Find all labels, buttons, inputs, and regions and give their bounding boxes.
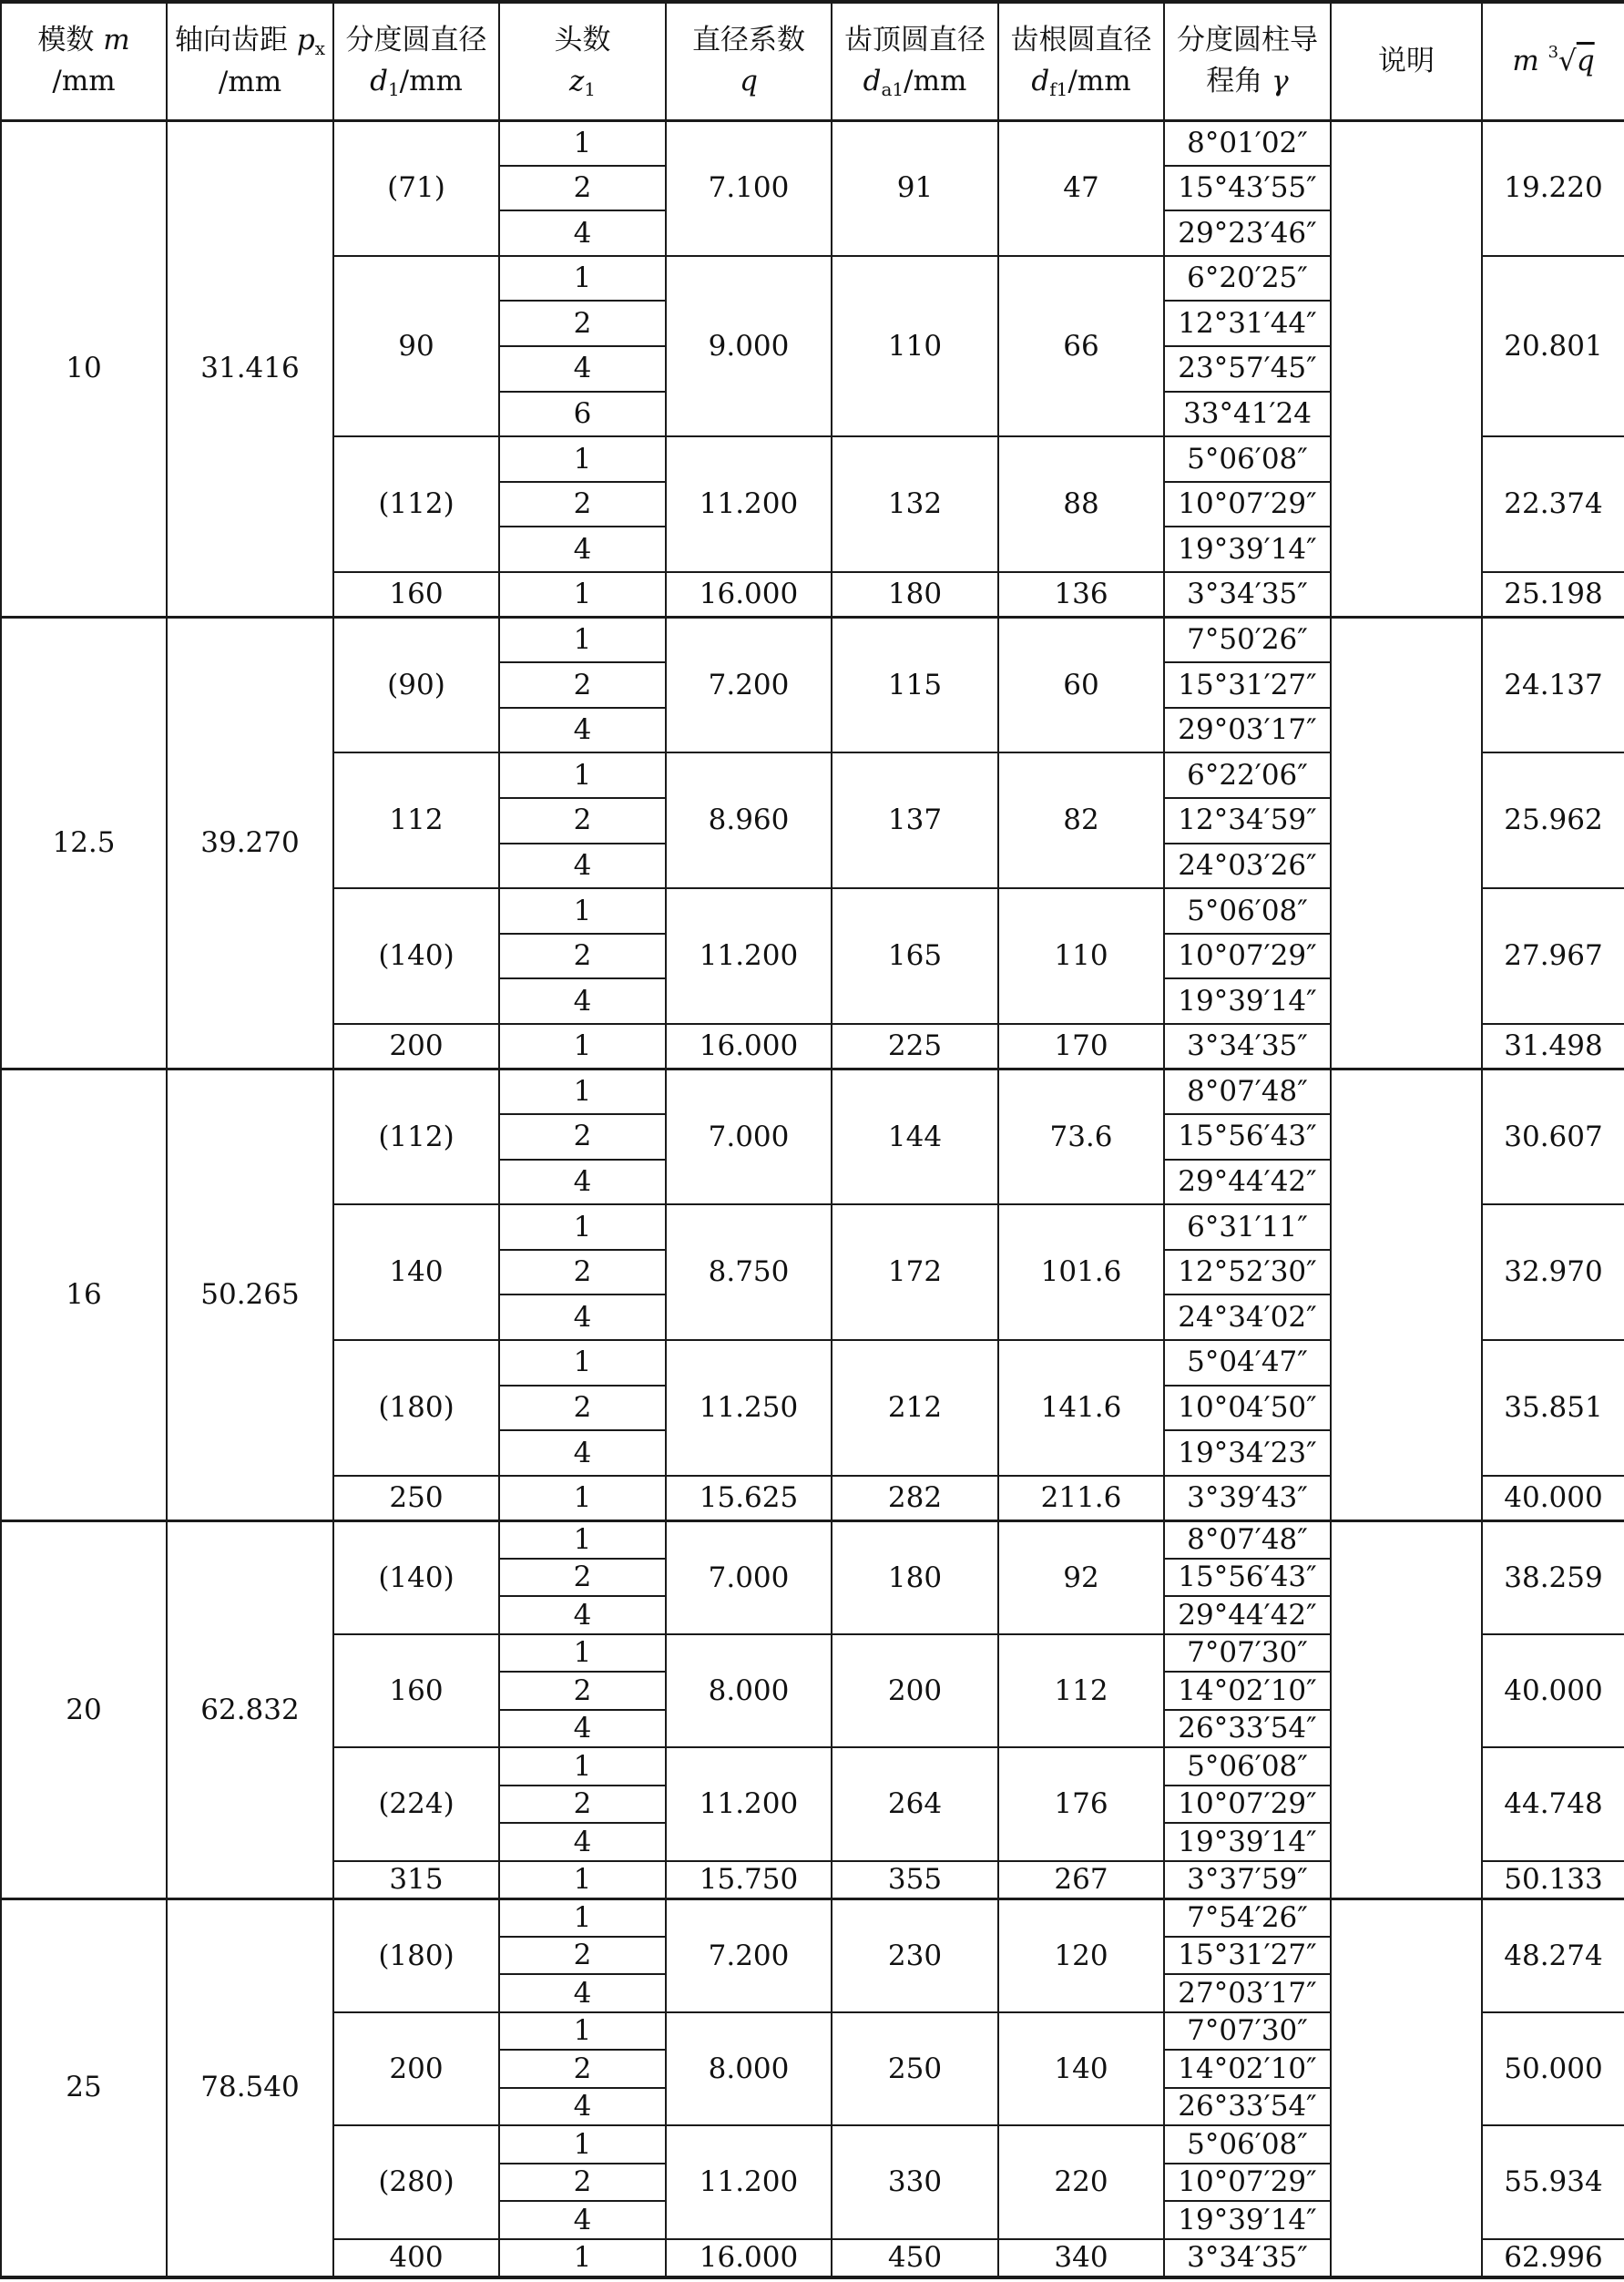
tip-diameter-cell: 132 xyxy=(832,436,998,572)
tip-diameter-cell: 282 xyxy=(832,1476,998,1521)
starts-cell: 1 xyxy=(499,1340,666,1386)
tip-diameter-cell: 225 xyxy=(832,1024,998,1069)
module-cell: 12.5 xyxy=(1,618,167,1069)
lead-angle-cell: 24°34′02″ xyxy=(1164,1294,1331,1340)
starts-cell: 2 xyxy=(499,301,666,346)
diameter-factor-cell: 7.200 xyxy=(666,1898,832,2012)
lead-angle-cell: 26°33′54″ xyxy=(1164,2088,1331,2126)
lead-angle-cell: 29°23′46″ xyxy=(1164,210,1331,256)
starts-cell: 4 xyxy=(499,346,666,392)
starts-cell: 1 xyxy=(499,618,666,663)
lead-angle-cell: 3°37′59″ xyxy=(1164,1861,1331,1899)
lead-angle-cell: 19°34′23″ xyxy=(1164,1430,1331,1476)
tip-diameter-cell: 180 xyxy=(832,572,998,618)
m-cube-root-q-cell: 50.133 xyxy=(1482,1861,1624,1899)
lead-angle-cell: 5°04′47″ xyxy=(1164,1340,1331,1386)
lead-angle-cell: 10°04′50″ xyxy=(1164,1386,1331,1431)
header-note: 说明 xyxy=(1331,2,1482,120)
pitch-diameter-cell: 400 xyxy=(333,2239,499,2277)
starts-cell: 2 xyxy=(499,1386,666,1431)
axial-pitch-cell: 78.540 xyxy=(167,1898,333,2277)
diameter-factor-cell: 15.750 xyxy=(666,1861,832,1899)
starts-cell: 1 xyxy=(499,256,666,302)
m-cube-root-q-cell: 32.970 xyxy=(1482,1204,1624,1340)
root-diameter-cell: 101.6 xyxy=(998,1204,1164,1340)
note-cell xyxy=(1331,120,1482,618)
root-diameter-cell: 340 xyxy=(998,2239,1164,2277)
starts-cell: 4 xyxy=(499,2201,666,2239)
starts-cell: 1 xyxy=(499,1069,666,1114)
header-starts: 头数 $z_1$ xyxy=(499,2,666,120)
table-row xyxy=(1,1069,1624,1114)
lead-angle-cell: 24°03′26″ xyxy=(1164,844,1331,889)
note-cell xyxy=(1331,1898,1482,2277)
pitch-diameter-cell: 250 xyxy=(333,1476,499,1521)
diameter-factor-cell: 8.000 xyxy=(666,1634,832,1748)
starts-cell: 4 xyxy=(499,1430,666,1476)
starts-cell: 4 xyxy=(499,844,666,889)
table-body xyxy=(1,120,1624,2277)
tip-diameter-cell: 110 xyxy=(832,256,998,436)
header-pitch-diameter: 分度圆直径 $d_1/mm$ xyxy=(333,2,499,120)
note-cell xyxy=(1331,1069,1482,1520)
lead-angle-cell: 23°57′45″ xyxy=(1164,346,1331,392)
starts-cell: 4 xyxy=(499,1294,666,1340)
root-diameter-cell: 88 xyxy=(998,436,1164,572)
header-module: 模数 m /mm xyxy=(1,2,167,120)
starts-cell: 1 xyxy=(499,2239,666,2277)
lead-angle-cell: 5°06′08″ xyxy=(1164,2125,1331,2164)
starts-cell: 1 xyxy=(499,1476,666,1521)
m-cube-root-q-cell: 40.000 xyxy=(1482,1476,1624,1521)
starts-cell: 4 xyxy=(499,527,666,572)
root-diameter-cell: 47 xyxy=(998,120,1164,256)
starts-cell: 1 xyxy=(499,1204,666,1250)
pitch-diameter-cell: (224) xyxy=(333,1747,499,1861)
root-diameter-cell: 73.6 xyxy=(998,1069,1164,1204)
table-row xyxy=(1,1520,1624,1559)
pitch-diameter-cell: 112 xyxy=(333,752,499,888)
m-cube-root-q-cell: 48.274 xyxy=(1482,1898,1624,2012)
root-diameter-cell: 82 xyxy=(998,752,1164,888)
m-cube-root-q-cell: 38.259 xyxy=(1482,1520,1624,1634)
lead-angle-cell: 14°02′10″ xyxy=(1164,1672,1331,1710)
lead-angle-cell: 6°22′06″ xyxy=(1164,752,1331,798)
lead-angle-cell: 29°44′42″ xyxy=(1164,1596,1331,1634)
tip-diameter-cell: 355 xyxy=(832,1861,998,1899)
starts-cell: 2 xyxy=(499,662,666,708)
lead-angle-cell: 19°39′14″ xyxy=(1164,1823,1331,1861)
root-diameter-cell: 136 xyxy=(998,572,1164,618)
lead-angle-cell: 8°07′48″ xyxy=(1164,1520,1331,1559)
pitch-diameter-cell: (112) xyxy=(333,1069,499,1204)
starts-cell: 2 xyxy=(499,2050,666,2088)
pitch-diameter-cell: (90) xyxy=(333,618,499,753)
diameter-factor-cell: 11.200 xyxy=(666,888,832,1024)
root-diameter-cell: 211.6 xyxy=(998,1476,1164,1521)
pitch-diameter-cell: 160 xyxy=(333,1634,499,1748)
axial-pitch-cell: 50.265 xyxy=(167,1069,333,1520)
lead-angle-cell: 6°20′25″ xyxy=(1164,256,1331,302)
tip-diameter-cell: 250 xyxy=(832,2012,998,2126)
starts-cell: 1 xyxy=(499,1520,666,1559)
pitch-diameter-cell: (180) xyxy=(333,1898,499,2012)
diameter-factor-cell: 7.000 xyxy=(666,1520,832,1634)
starts-cell: 2 xyxy=(499,798,666,844)
lead-angle-cell: 15°31′27″ xyxy=(1164,662,1331,708)
starts-cell: 4 xyxy=(499,708,666,753)
starts-cell: 1 xyxy=(499,1898,666,1937)
table-row xyxy=(1,120,1624,166)
diameter-factor-cell: 7.100 xyxy=(666,120,832,256)
pitch-diameter-cell: 200 xyxy=(333,2012,499,2126)
module-cell: 25 xyxy=(1,1898,167,2277)
pitch-diameter-cell: (112) xyxy=(333,436,499,572)
tip-diameter-cell: 115 xyxy=(832,618,998,753)
tip-diameter-cell: 212 xyxy=(832,1340,998,1476)
tip-diameter-cell: 172 xyxy=(832,1204,998,1340)
root-diameter-cell: 170 xyxy=(998,1024,1164,1069)
diameter-factor-cell: 11.200 xyxy=(666,2125,832,2239)
lead-angle-cell: 5°06′08″ xyxy=(1164,436,1331,482)
tip-diameter-cell: 144 xyxy=(832,1069,998,1204)
lead-angle-cell: 6°31′11″ xyxy=(1164,1204,1331,1250)
diameter-factor-cell: 7.200 xyxy=(666,618,832,753)
lead-angle-cell: 3°34′35″ xyxy=(1164,572,1331,618)
m-cube-root-q-cell: 50.000 xyxy=(1482,2012,1624,2126)
root-diameter-cell: 140 xyxy=(998,2012,1164,2126)
module-cell: 20 xyxy=(1,1520,167,1898)
table-row xyxy=(1,1898,1624,1937)
starts-cell: 1 xyxy=(499,888,666,934)
lead-angle-cell: 7°54′26″ xyxy=(1164,1898,1331,1937)
note-cell xyxy=(1331,618,1482,1069)
lead-angle-cell: 19°39′14″ xyxy=(1164,527,1331,572)
root-diameter-cell: 110 xyxy=(998,888,1164,1024)
tip-diameter-cell: 180 xyxy=(832,1520,998,1634)
root-diameter-cell: 60 xyxy=(998,618,1164,753)
m-cube-root-q-cell: 30.607 xyxy=(1482,1069,1624,1204)
starts-cell: 1 xyxy=(499,2125,666,2164)
starts-cell: 2 xyxy=(499,934,666,979)
starts-cell: 2 xyxy=(499,1786,666,1824)
module-cell: 16 xyxy=(1,1069,167,1520)
pitch-diameter-cell: (140) xyxy=(333,1520,499,1634)
root-diameter-cell: 220 xyxy=(998,2125,1164,2239)
diameter-factor-cell: 11.250 xyxy=(666,1340,832,1476)
header-root-diameter: 齿根圆直径 $d_{f1}/mm$ xyxy=(998,2,1164,120)
starts-cell: 2 xyxy=(499,2164,666,2202)
pitch-diameter-cell: (71) xyxy=(333,120,499,256)
tip-diameter-cell: 137 xyxy=(832,752,998,888)
tip-diameter-cell: 91 xyxy=(832,120,998,256)
lead-angle-cell: 15°43′55″ xyxy=(1164,166,1331,211)
lead-angle-cell: 15°56′43″ xyxy=(1164,1114,1331,1160)
starts-cell: 1 xyxy=(499,1634,666,1673)
note-cell xyxy=(1331,1520,1482,1898)
starts-cell: 1 xyxy=(499,436,666,482)
m-cube-root-q-cell: 35.851 xyxy=(1482,1340,1624,1476)
m-cube-root-q-cell: 27.967 xyxy=(1482,888,1624,1024)
pitch-diameter-cell: (140) xyxy=(333,888,499,1024)
m-cube-root-q-cell: 40.000 xyxy=(1482,1634,1624,1748)
starts-cell: 1 xyxy=(499,2012,666,2051)
tip-diameter-cell: 230 xyxy=(832,1898,998,2012)
starts-cell: 2 xyxy=(499,166,666,211)
lead-angle-cell: 29°03′17″ xyxy=(1164,708,1331,753)
diameter-factor-cell: 9.000 xyxy=(666,256,832,436)
lead-angle-cell: 14°02′10″ xyxy=(1164,2050,1331,2088)
lead-angle-cell: 5°06′08″ xyxy=(1164,1747,1331,1786)
lead-angle-cell: 10°07′29″ xyxy=(1164,1786,1331,1824)
header-axial-pitch: 轴向齿距 $p_x$ /mm xyxy=(167,2,333,120)
tip-diameter-cell: 165 xyxy=(832,888,998,1024)
lead-angle-cell: 29°44′42″ xyxy=(1164,1160,1331,1205)
starts-cell: 4 xyxy=(499,1710,666,1748)
lead-angle-cell: 7°07′30″ xyxy=(1164,2012,1331,2051)
starts-cell: 1 xyxy=(499,120,666,166)
diameter-factor-cell: 16.000 xyxy=(666,572,832,618)
lead-angle-cell: 8°07′48″ xyxy=(1164,1069,1331,1114)
diameter-factor-cell: 8.960 xyxy=(666,752,832,888)
lead-angle-cell: 10°07′29″ xyxy=(1164,2164,1331,2202)
header-m-cube-root-q: m $^3$√q xyxy=(1482,2,1624,120)
tip-diameter-cell: 330 xyxy=(832,2125,998,2239)
lead-angle-cell: 10°07′29″ xyxy=(1164,934,1331,979)
lead-angle-cell: 7°50′26″ xyxy=(1164,618,1331,663)
module-cell: 10 xyxy=(1,120,167,618)
starts-cell: 2 xyxy=(499,1672,666,1710)
starts-cell: 4 xyxy=(499,1823,666,1861)
m-cube-root-q-cell: 24.137 xyxy=(1482,618,1624,753)
starts-cell: 4 xyxy=(499,1974,666,2012)
lead-angle-cell: 15°56′43″ xyxy=(1164,1559,1331,1597)
m-cube-root-q-cell: 55.934 xyxy=(1482,2125,1624,2239)
diameter-factor-cell: 16.000 xyxy=(666,1024,832,1069)
starts-cell: 1 xyxy=(499,572,666,618)
pitch-diameter-cell: 200 xyxy=(333,1024,499,1069)
table-row xyxy=(1,618,1624,663)
lead-angle-cell: 26°33′54″ xyxy=(1164,1710,1331,1748)
pitch-diameter-cell: 140 xyxy=(333,1204,499,1340)
pitch-diameter-cell: (280) xyxy=(333,2125,499,2239)
lead-angle-cell: 7°07′30″ xyxy=(1164,1634,1331,1673)
tip-diameter-cell: 450 xyxy=(832,2239,998,2277)
header-row xyxy=(1,2,1624,120)
root-diameter-cell: 66 xyxy=(998,256,1164,436)
starts-cell: 2 xyxy=(499,482,666,527)
starts-cell: 4 xyxy=(499,1596,666,1634)
lead-angle-cell: 5°06′08″ xyxy=(1164,888,1331,934)
starts-cell: 1 xyxy=(499,1024,666,1069)
pitch-diameter-cell: 160 xyxy=(333,572,499,618)
starts-cell: 4 xyxy=(499,2088,666,2126)
m-cube-root-q-cell: 31.498 xyxy=(1482,1024,1624,1069)
root-diameter-cell: 176 xyxy=(998,1747,1164,1861)
lead-angle-cell: 3°34′35″ xyxy=(1164,1024,1331,1069)
root-diameter-cell: 92 xyxy=(998,1520,1164,1634)
starts-cell: 2 xyxy=(499,1937,666,1975)
starts-cell: 1 xyxy=(499,752,666,798)
header-diameter-factor: 直径系数 q xyxy=(666,2,832,120)
starts-cell: 4 xyxy=(499,210,666,256)
diameter-factor-cell: 7.000 xyxy=(666,1069,832,1204)
starts-cell: 6 xyxy=(499,392,666,437)
lead-angle-cell: 19°39′14″ xyxy=(1164,2201,1331,2239)
starts-cell: 2 xyxy=(499,1114,666,1160)
pitch-diameter-cell: (180) xyxy=(333,1340,499,1476)
lead-angle-cell: 19°39′14″ xyxy=(1164,978,1331,1024)
m-cube-root-q-cell: 25.198 xyxy=(1482,572,1624,618)
starts-cell: 2 xyxy=(499,1250,666,1295)
header-lead-angle: 分度圆柱导 程角 γ xyxy=(1164,2,1331,120)
lead-angle-cell: 12°52′30″ xyxy=(1164,1250,1331,1295)
lead-angle-cell: 33°41′24 xyxy=(1164,392,1331,437)
root-diameter-cell: 141.6 xyxy=(998,1340,1164,1476)
pitch-diameter-cell: 90 xyxy=(333,256,499,436)
tip-diameter-cell: 264 xyxy=(832,1747,998,1861)
m-cube-root-q-cell: 20.801 xyxy=(1482,256,1624,436)
root-diameter-cell: 267 xyxy=(998,1861,1164,1899)
diameter-factor-cell: 15.625 xyxy=(666,1476,832,1521)
starts-cell: 4 xyxy=(499,978,666,1024)
diameter-factor-cell: 16.000 xyxy=(666,2239,832,2277)
root-diameter-cell: 120 xyxy=(998,1898,1164,2012)
lead-angle-cell: 12°31′44″ xyxy=(1164,301,1331,346)
m-cube-root-q-cell: 25.962 xyxy=(1482,752,1624,888)
lead-angle-cell: 27°03′17″ xyxy=(1164,1974,1331,2012)
diameter-factor-cell: 8.000 xyxy=(666,2012,832,2126)
m-cube-root-q-cell: 22.374 xyxy=(1482,436,1624,572)
lead-angle-cell: 10°07′29″ xyxy=(1164,482,1331,527)
lead-angle-cell: 12°34′59″ xyxy=(1164,798,1331,844)
axial-pitch-cell: 39.270 xyxy=(167,618,333,1069)
root-diameter-cell: 112 xyxy=(998,1634,1164,1748)
lead-angle-cell: 8°01′02″ xyxy=(1164,120,1331,166)
m-cube-root-q-cell: 62.996 xyxy=(1482,2239,1624,2277)
diameter-factor-cell: 11.200 xyxy=(666,1747,832,1861)
starts-cell: 2 xyxy=(499,1559,666,1597)
lead-angle-cell: 15°31′27″ xyxy=(1164,1937,1331,1975)
starts-cell: 4 xyxy=(499,1160,666,1205)
diameter-factor-cell: 11.200 xyxy=(666,436,832,572)
header-tip-diameter: 齿顶圆直径 $d_{a1}/mm$ xyxy=(832,2,998,120)
pitch-diameter-cell: 315 xyxy=(333,1861,499,1899)
axial-pitch-cell: 62.832 xyxy=(167,1520,333,1898)
starts-cell: 1 xyxy=(499,1747,666,1786)
tip-diameter-cell: 200 xyxy=(832,1634,998,1748)
axial-pitch-cell: 31.416 xyxy=(167,120,333,618)
starts-cell: 1 xyxy=(499,1861,666,1899)
m-cube-root-q-cell: 19.220 xyxy=(1482,120,1624,256)
lead-angle-cell: 3°39′43″ xyxy=(1164,1476,1331,1521)
m-cube-root-q-cell: 44.748 xyxy=(1482,1747,1624,1861)
diameter-factor-cell: 8.750 xyxy=(666,1204,832,1340)
lead-angle-cell: 3°34′35″ xyxy=(1164,2239,1331,2277)
